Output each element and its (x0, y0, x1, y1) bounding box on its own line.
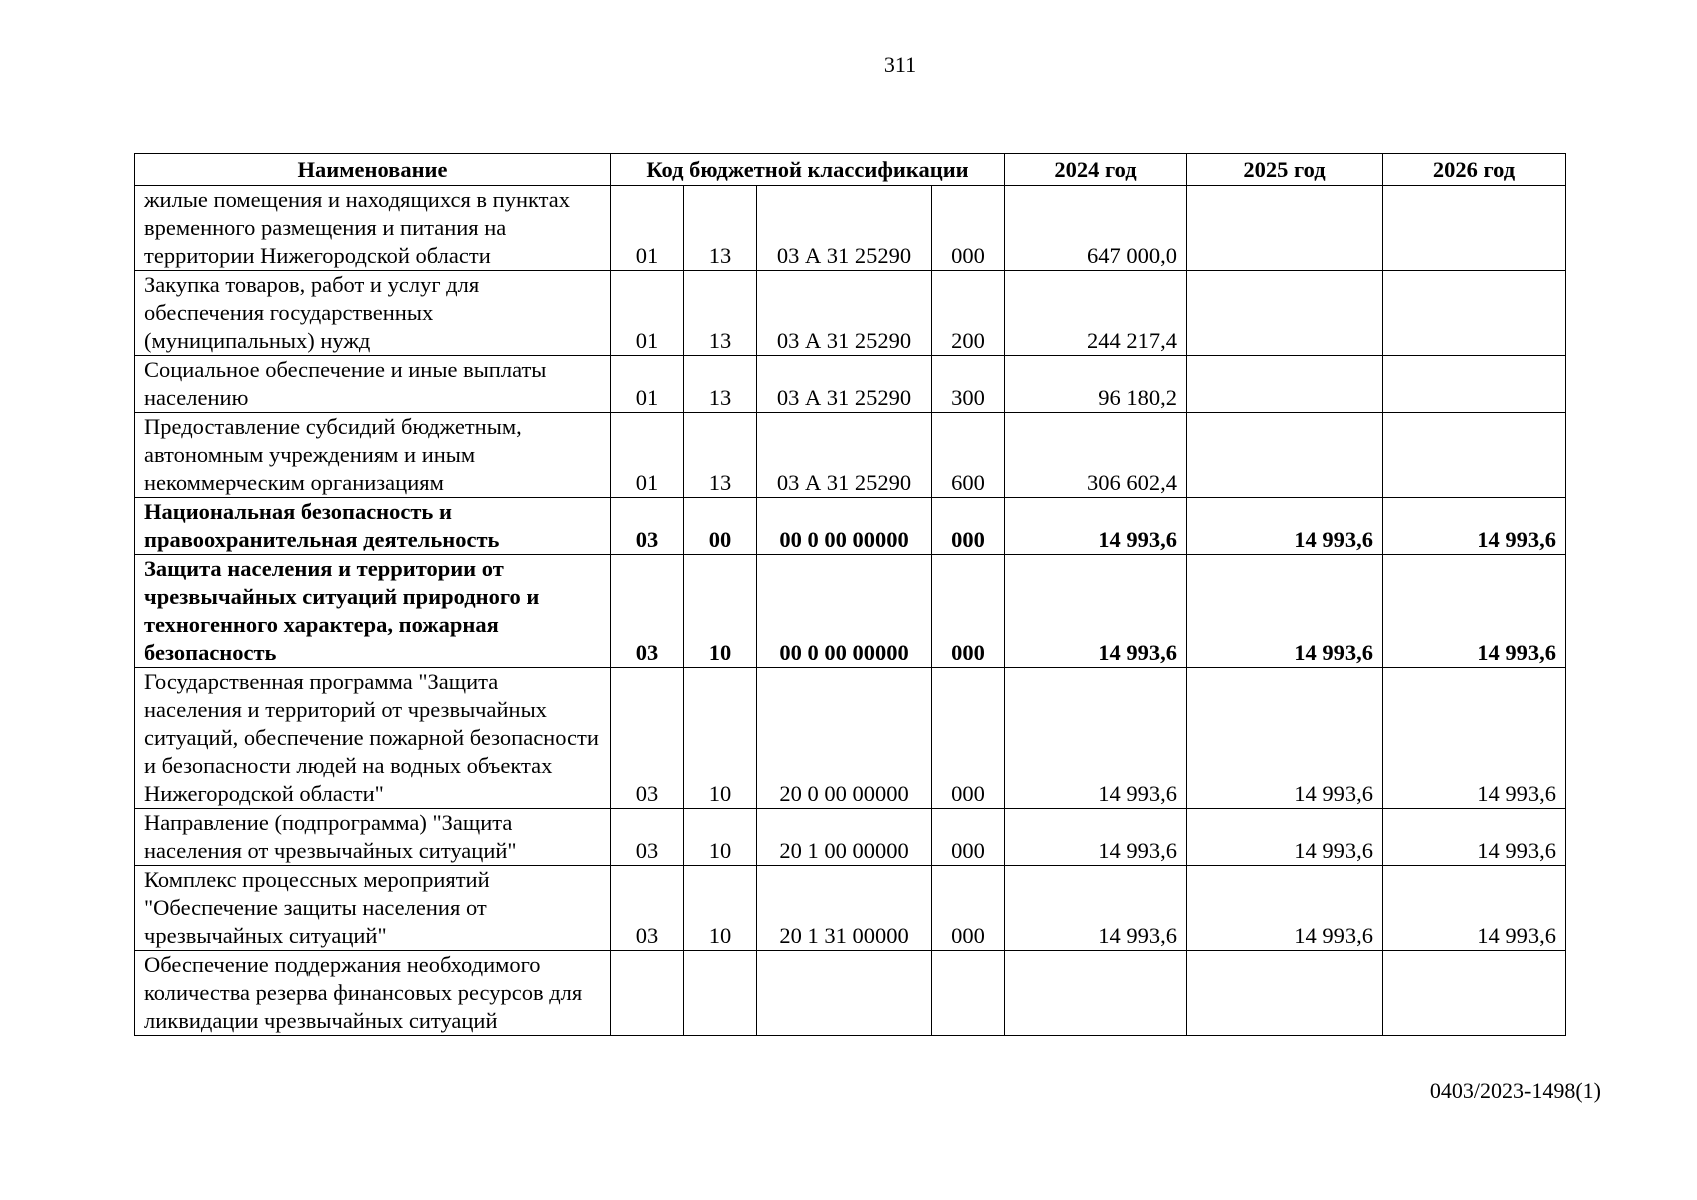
value-2026: 14 993,6 (1383, 866, 1566, 951)
code-target: 00 0 00 00000 (757, 555, 932, 668)
code-expense-type: 200 (932, 271, 1005, 356)
value-2024: 14 993,6 (1005, 498, 1187, 555)
table-row (135, 866, 1566, 951)
header-code: Код бюджетной классификации (611, 154, 1005, 186)
row-name: Закупка товаров, работ и услуг для обеспечения государственных (муниципальных) нужд (135, 271, 611, 356)
value-2026 (1383, 951, 1566, 1036)
table-row (135, 951, 1566, 1036)
code-expense-type: 600 (932, 413, 1005, 498)
code-subsection: 13 (684, 356, 757, 413)
value-2025 (1187, 186, 1383, 271)
code-target: 03 А 31 25290 (757, 186, 932, 271)
code-expense-type: 000 (932, 186, 1005, 271)
header-name: Наименование (135, 154, 611, 186)
document-id: 0403/2023-1498(1) (1429, 1078, 1601, 1103)
value-2024: 14 993,6 (1005, 668, 1187, 809)
table-row (135, 186, 1566, 271)
value-2026: 14 993,6 (1383, 555, 1566, 668)
header-2026: 2026 год (1383, 154, 1566, 186)
value-2024: 96 180,2 (1005, 356, 1187, 413)
code-subsection: 10 (684, 668, 757, 809)
value-2025 (1187, 951, 1383, 1036)
code-subsection: 13 (684, 413, 757, 498)
code-section: 01 (611, 413, 684, 498)
code-target (757, 951, 932, 1036)
code-expense-type: 300 (932, 356, 1005, 413)
value-2024: 14 993,6 (1005, 866, 1187, 951)
table-row (135, 555, 1566, 668)
row-name: Социальное обеспечение и иные выплаты населению (135, 356, 611, 413)
code-expense-type: 000 (932, 866, 1005, 951)
code-target: 20 1 31 00000 (757, 866, 932, 951)
value-2026 (1383, 356, 1566, 413)
table-row (135, 413, 1566, 498)
table-row (135, 809, 1566, 866)
code-section: 03 (611, 498, 684, 555)
row-name: жилые помещения и находящихся в пунктах временного размещения и питания на территории Нижегородской области (135, 186, 611, 271)
row-name: Направление (подпрограмма) "Защита населения от чрезвычайных ситуаций" (135, 809, 611, 866)
code-target: 03 А 31 25290 (757, 271, 932, 356)
value-2025 (1187, 413, 1383, 498)
table-row (135, 271, 1566, 356)
row-name: Обеспечение поддержания необходимого количества резерва финансовых ресурсов для ликвидации чрезвычайных ситуаций (135, 951, 611, 1036)
value-2024 (1005, 951, 1187, 1036)
table-row (135, 498, 1566, 555)
code-expense-type: 000 (932, 498, 1005, 555)
code-section: 01 (611, 356, 684, 413)
code-subsection: 00 (684, 498, 757, 555)
value-2024: 14 993,6 (1005, 809, 1187, 866)
code-section: 03 (611, 809, 684, 866)
table-row (135, 356, 1566, 413)
value-2025: 14 993,6 (1187, 555, 1383, 668)
value-2026 (1383, 271, 1566, 356)
code-subsection: 13 (684, 186, 757, 271)
code-section: 03 (611, 555, 684, 668)
budget-table (134, 153, 1566, 1036)
value-2025: 14 993,6 (1187, 866, 1383, 951)
code-section: 03 (611, 866, 684, 951)
row-name: Предоставление субсидий бюджетным, автономным учреждениям и иным некоммерческим организациям (135, 413, 611, 498)
code-section: 03 (611, 668, 684, 809)
row-name: Комплекс процессных мероприятий "Обеспечение защиты населения от чрезвычайных ситуаций" (135, 866, 611, 951)
code-expense-type: 000 (932, 809, 1005, 866)
value-2025: 14 993,6 (1187, 498, 1383, 555)
code-expense-type: 000 (932, 668, 1005, 809)
code-target: 03 А 31 25290 (757, 356, 932, 413)
code-section: 01 (611, 186, 684, 271)
code-target: 20 1 00 00000 (757, 809, 932, 866)
value-2026: 14 993,6 (1383, 498, 1566, 555)
header-2025: 2025 год (1187, 154, 1383, 186)
page-number: 311 (883, 52, 917, 77)
code-target: 00 0 00 00000 (757, 498, 932, 555)
header-2024: 2024 год (1005, 154, 1187, 186)
value-2026 (1383, 186, 1566, 271)
code-expense-type (932, 951, 1005, 1036)
value-2026 (1383, 413, 1566, 498)
code-section (611, 951, 684, 1036)
value-2025: 14 993,6 (1187, 809, 1383, 866)
value-2024: 14 993,6 (1005, 555, 1187, 668)
value-2025 (1187, 356, 1383, 413)
value-2025: 14 993,6 (1187, 668, 1383, 809)
value-2025 (1187, 271, 1383, 356)
code-subsection: 10 (684, 809, 757, 866)
code-section: 01 (611, 271, 684, 356)
value-2026: 14 993,6 (1383, 809, 1566, 866)
code-subsection: 13 (684, 271, 757, 356)
row-name: Защита населения и территории от чрезвычайных ситуаций природного и техногенного характера, пожарная безопасность (135, 555, 611, 668)
row-name: Государственная программа "Защита населения и территорий от чрезвычайных ситуаций, обеспечение пожарной безопасности и безопасности людей на водных объектах Нижегородской области" (135, 668, 611, 809)
table-header-row (135, 154, 1566, 186)
code-target: 20 0 00 00000 (757, 668, 932, 809)
value-2024: 244 217,4 (1005, 271, 1187, 356)
code-subsection: 10 (684, 555, 757, 668)
code-subsection: 10 (684, 866, 757, 951)
value-2026: 14 993,6 (1383, 668, 1566, 809)
row-name: Национальная безопасность и правоохранительная деятельность (135, 498, 611, 555)
value-2024: 647 000,0 (1005, 186, 1187, 271)
code-target: 03 А 31 25290 (757, 413, 932, 498)
table-row (135, 668, 1566, 809)
code-subsection (684, 951, 757, 1036)
value-2024: 306 602,4 (1005, 413, 1187, 498)
code-expense-type: 000 (932, 555, 1005, 668)
